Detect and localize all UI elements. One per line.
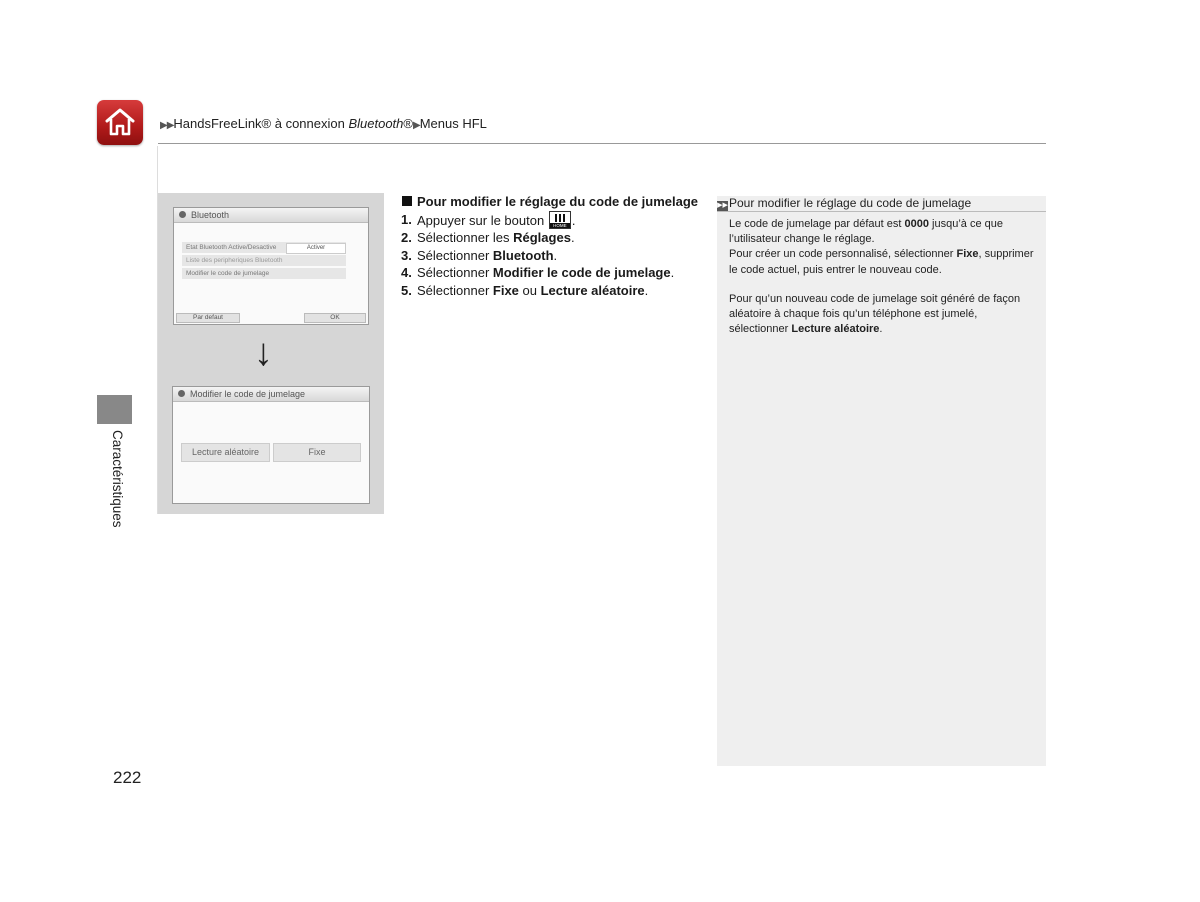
home-button-label: HOME — [550, 223, 570, 228]
step-text: Sélectionner — [417, 247, 493, 263]
title-bullet-icon — [179, 211, 186, 218]
screen-title: Bluetooth — [191, 210, 230, 220]
breadcrumb-arrow-icon: ▶ — [413, 120, 420, 131]
screen-title-bar — [174, 208, 368, 223]
breadcrumb-part1-italic[interactable]: Bluetooth — [348, 116, 404, 131]
menu-row-device-list — [182, 255, 346, 266]
step-text: ou — [518, 282, 541, 298]
section-tab-label: Caractéristiques — [110, 430, 125, 528]
down-arrow-icon: ↓ — [254, 332, 273, 374]
step-bold: Lecture aléatoire — [540, 282, 645, 298]
breadcrumb-part1-suffix: ® — [403, 116, 413, 131]
step-bold: Réglages — [513, 230, 571, 246]
bluetooth-screen — [173, 207, 369, 325]
header-divider — [158, 143, 1046, 144]
menu-row-pairing-code — [182, 268, 346, 279]
step-text: Sélectionner les — [417, 230, 514, 246]
step-bold: Fixe — [492, 282, 519, 298]
page-number: 222 — [113, 768, 142, 787]
step-number: 2. — [401, 230, 412, 246]
section-tab[interactable] — [97, 395, 132, 424]
step-2 — [401, 229, 701, 247]
fixed-button: Fixe — [273, 443, 361, 462]
menu-row-label: Modifier le code de jumelage — [186, 270, 270, 277]
instructions — [401, 193, 701, 300]
menu-row-label: Liste des peripheriques Bluetooth — [186, 257, 283, 264]
breadcrumb-arrow-icon: ▶▶ — [160, 120, 174, 131]
step-number: 3. — [401, 247, 412, 263]
note-paragraph: Le code de jumelage par défaut est 0000 jusqu’à ce que l’utilisateur change le réglage. — [729, 218, 1003, 246]
step-punct: . — [570, 230, 575, 246]
step-bold: Modifier le code de jumelage — [492, 265, 671, 281]
step-4 — [401, 264, 701, 282]
note-paragraph: Pour créer un code personnalisé, sélectionner Fixe, supprimer le code actuel, puis entrer le nouveau code. — [729, 248, 1034, 276]
step-punct: . — [571, 212, 576, 228]
breadcrumb-part1[interactable]: HandsFreeLink® à connexion — [173, 116, 349, 131]
note-body — [729, 217, 1039, 337]
note-paragraph: Pour qu’un nouveau code de jumelage soit généré de façon aléatoire à chaque fois qu’un téléphone est jumelé, sélectionner Lecture aléatoire. — [729, 292, 1021, 336]
step-text: Appuyer sur le bouton — [417, 212, 545, 228]
pairing-code-screen — [172, 386, 370, 504]
step-3 — [401, 247, 701, 265]
step-1 — [401, 211, 701, 230]
note-title-text: Pour modifier le réglage du code de jumelage — [729, 196, 972, 210]
menu-row-label: Etat Bluetooth Active/Desactive — [186, 244, 277, 251]
default-button: Par defaut — [176, 313, 240, 323]
step-text: Sélectionner — [417, 265, 493, 281]
screen-title: Modifier le code de jumelage — [190, 389, 306, 399]
home-button-icon — [549, 211, 571, 229]
heading-text: Pour modifier le réglage du code de jumelage — [417, 194, 699, 209]
step-bold: Bluetooth — [492, 247, 554, 263]
random-button: Lecture aléatoire — [181, 443, 270, 462]
breadcrumb-part2[interactable]: Menus HFL — [419, 116, 487, 131]
step-text: Sélectionner — [417, 282, 493, 298]
instructions-heading — [401, 193, 701, 211]
heading-square-icon — [402, 196, 412, 206]
home-icon[interactable] — [97, 100, 143, 145]
note-title[interactable] — [717, 196, 1046, 212]
step-number: 4. — [401, 265, 412, 281]
breadcrumb — [160, 116, 487, 131]
step-punct: . — [553, 247, 558, 263]
title-bullet-icon — [178, 390, 185, 397]
note-marker-icon: ▶▶ — [717, 202, 728, 209]
step-5 — [401, 282, 701, 300]
step-number: 5. — [401, 282, 412, 298]
state-value-pill: Activer — [286, 243, 346, 254]
house-glyph-icon — [104, 106, 136, 138]
screen-title-bar — [173, 387, 369, 402]
ok-button: OK — [304, 313, 366, 323]
step-punct: . — [670, 265, 675, 281]
step-number: 1. — [401, 211, 412, 227]
step-punct: . — [644, 282, 649, 298]
